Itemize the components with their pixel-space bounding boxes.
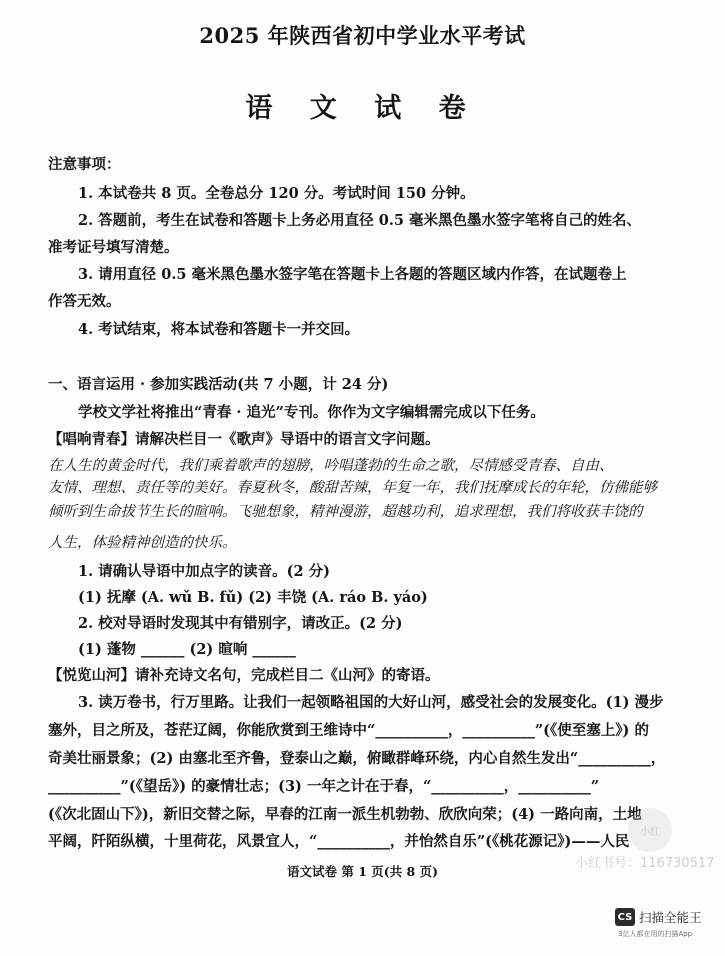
- scanner-app-tagline: 3亿人都在用的扫描App: [618, 930, 693, 938]
- question-3-line-3: 奇美壮丽景象；(2) 由塞北至齐鲁，登泰山之巅，俯瞰群峰环绕，内心自然生发出“__________，: [48, 750, 666, 767]
- question-1-options: (1) 抚摩 (A. wǔ B. fǔ) (2) 丰饶 (A. ráo B. yáo): [78, 589, 428, 606]
- question-2: 2. 校对导语时发现其中有错别字，请改正。(2 分): [78, 615, 403, 632]
- question-3-line-1: 3. 读万卷书，行万里路。让我们一起领略祖国的大好山河，感受社会的发展变化。(1) 漫步: [78, 694, 664, 711]
- question-3-line-4: __________”(《望岳》) 的豪情壮志；(3) 一年之计在于春，“__________，__________”: [48, 778, 600, 795]
- camscanner-logo-icon: CS: [615, 908, 635, 926]
- passage-line-3: 倾听到生命拔节生长的暄响。飞驰想象，精神漫游，超越功利，追求理想，我们将收获丰饶的: [48, 504, 643, 520]
- notice-item-3-cont: 作答无效。: [48, 293, 121, 310]
- passage-line-4: 人生，体验精神创造的快乐。: [48, 535, 237, 551]
- question-1: 1. 请确认导语中加点字的读音。(2 分): [78, 563, 331, 580]
- page-footer: 语文试卷 第 1 页(共 8 页): [287, 864, 438, 879]
- passage-line-2: 友情、理想、责任等的美好。春夏秋冬，酸甜苦辣，年复一年，我们抚摩成长的年轮，仿佛能够: [48, 480, 657, 496]
- scanner-app-name: 扫描全能王: [639, 910, 702, 925]
- notice-item-3: 3. 请用直径 0.5 毫米黑色墨水签字笔在答题卡上各题的答题区域内作答，在试题卷上: [78, 266, 627, 283]
- corner-watermark-badge: 小红: [628, 808, 672, 852]
- task2-heading: 【悦览山河】请补充诗文名句，完成栏目二《山河》的寄语。: [48, 667, 440, 684]
- notice-item-2-cont: 准考证号填写清楚。: [48, 239, 179, 256]
- scanner-app-badge: [615, 908, 702, 926]
- question-3-line-6: 平阔，阡陌纵横，十里荷花，风景宜人，“__________，并怡然自乐”(《桃花源记》)——人民: [48, 833, 630, 850]
- exam-title: 2025 年陕西省初中学业水平考试: [199, 23, 526, 48]
- watermark-text: 小红书号：116730517: [575, 856, 715, 871]
- notice-item-2: 2. 答题前，考生在试卷和答题卡上务必用直径 0.5 毫米黑色墨水签字笔将自己的姓名、: [78, 212, 642, 229]
- question-3-line-2: 塞外，目之所及，苍茫辽阔，你能欣赏到王维诗中“__________，__________”(《使至塞上》) 的: [48, 722, 649, 739]
- question-3-line-5: (《次北固山下》)，新旧交替之际，早春的江南一派生机勃勃、欣欣向荣；(4) 一路向南，土地: [48, 806, 642, 823]
- notice-item-1: 1. 本试卷共 8 页。全卷总分 120 分。考试时间 150 分钟。: [78, 185, 475, 202]
- notice-heading: 注意事项：: [48, 156, 121, 173]
- section1-intro: 学校文学社将推出“青春 · 追光”专刊。你作为文字编辑需完成以下任务。: [78, 404, 545, 421]
- section1-heading: 一、语言运用 · 参加实践活动(共 7 小题，计 24 分): [48, 376, 389, 393]
- passage-line-1: 在人生的黄金时代，我们乘着歌声的翅膀，吟唱蓬勃的生命之歌，尽情感受青春、自由、: [48, 458, 614, 474]
- notice-item-4: 4. 考试结束，将本试卷和答题卡一并交回。: [78, 321, 360, 338]
- task1-heading: 【唱响青春】请解决栏目一《歌声》导语中的语言文字问题。: [48, 431, 440, 448]
- exam-subtitle: 语 文 试 卷: [245, 93, 480, 124]
- question-2-options: (1) 蓬物 ______ (2) 暄响 ______: [78, 641, 296, 658]
